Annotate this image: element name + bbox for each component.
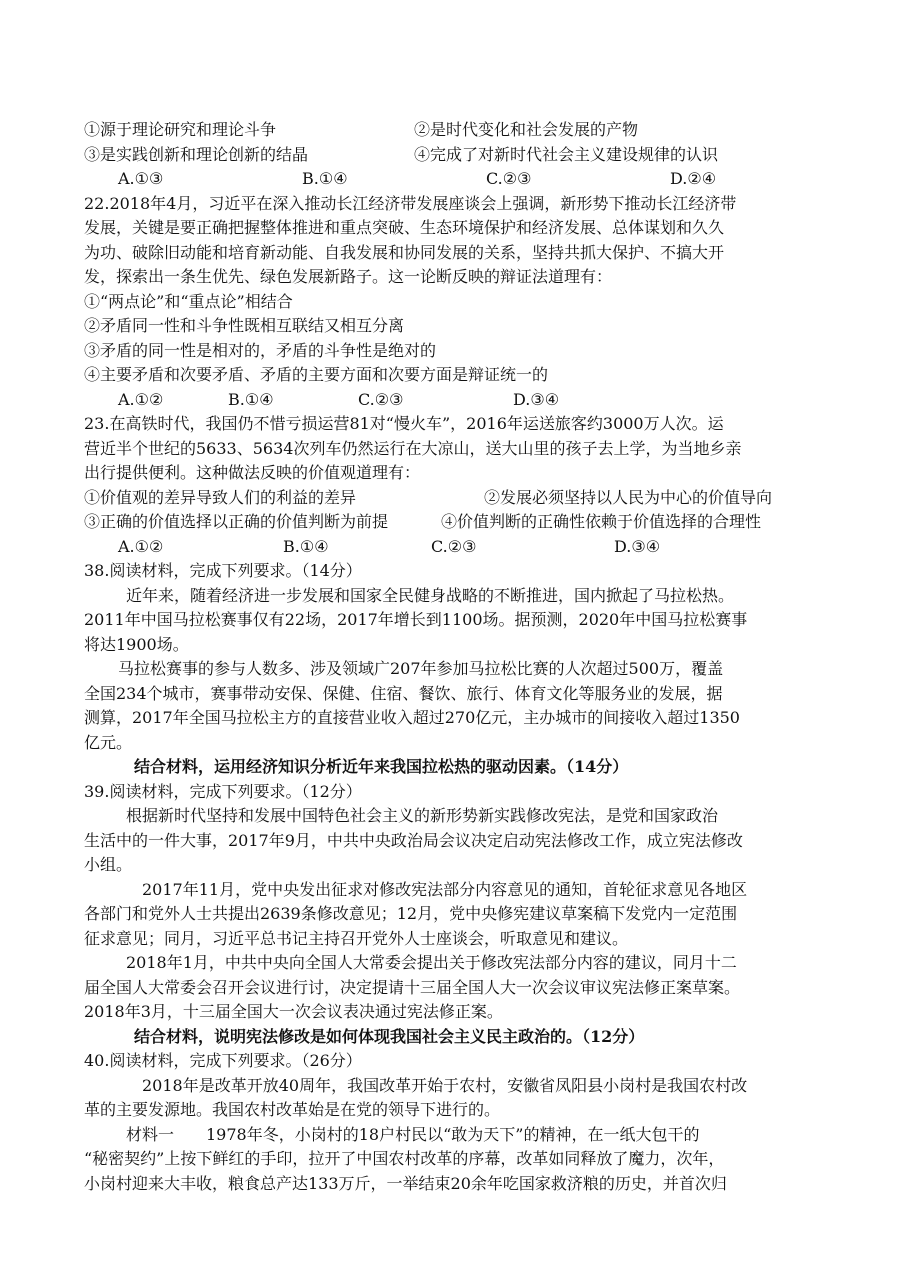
q40-material1-line-3: 小岗村迎来大丰收，粮食总产达133万斤，一举结束20余年吃国家救济粮的历史，并首次归 bbox=[84, 1173, 727, 1193]
q21-statement-2: ②是时代变化和社会发展的产物 bbox=[414, 120, 639, 139]
q23-stem-line-2: 营近半个世纪的5633、5634次列车仍然运行在大凉山，送大山里的孩子去上学，为当地乡亲 bbox=[84, 438, 742, 458]
q21-option-c: C.②③ bbox=[486, 169, 532, 188]
q22-answer-options bbox=[84, 388, 834, 413]
exam-page bbox=[84, 118, 834, 1196]
q21-statement-3: ③是实践创新和理论创新的结晶 bbox=[84, 144, 309, 164]
q21-statement-1: ①源于理论研究和理论斗争 bbox=[84, 120, 277, 139]
q22-stem-line-2: 发展，关键是要正确把握整体推进和重点突破、生态环境保护和经济发展、总体谋划和久久 bbox=[84, 218, 725, 237]
q40-material1-line-1: 材料一 1978年冬，小岗村的18户村民以“敢为天下”的精神，在一纸大包干的 bbox=[126, 1124, 700, 1144]
q38-task: 结合材料，运用经济知识分析近年来我国拉松热的驱动因素。（14分） bbox=[134, 757, 629, 776]
q23-option-d: D.③④ bbox=[614, 536, 661, 556]
q39-task: 结合材料，说明宪法修改是如何体现我国社会主义民主政治的。（12分） bbox=[134, 1026, 645, 1046]
q21-statement-row-1 bbox=[84, 118, 834, 143]
q40-heading: 40.阅读材料，完成下列要求。（26分） bbox=[84, 1051, 362, 1070]
q39-para3-line-2: 届全国人大常委会召开会议进行讨，决定提请十三届全国人大一次会议审议宪法修正案草案。 bbox=[84, 977, 741, 997]
q39-para1-line-3: 小组。 bbox=[84, 855, 133, 874]
q40-material1-line-2: “秘密契约”上按下鲜红的手印，拉开了中国农村改革的序幕，改革如同释放了魔力，次年， bbox=[84, 1149, 725, 1168]
q21-statement-row-2 bbox=[84, 143, 834, 168]
q38-para2-line-4: 亿元。 bbox=[84, 732, 133, 752]
q23-answer-options bbox=[84, 535, 834, 560]
q21-answer-options bbox=[84, 167, 834, 192]
q38-para1-line-2: 2011年中国马拉松赛事仅有22场，2017年增长到1100场。据预测，2020年中国马拉松赛事 bbox=[84, 610, 748, 629]
q23-statement-1: ①价值观的差异导致人们的利益的差异 bbox=[84, 487, 357, 507]
q39-para1-line-2: 生活中的一件大事，2017年9月，中共中央政治局会议决定启动宪法修改工作，成立宪法修改 bbox=[84, 830, 743, 850]
q39-heading: 39.阅读材料，完成下列要求。（12分） bbox=[84, 781, 362, 801]
q23-statement-2: ②发展必须坚持以人民为中心的价值导向 bbox=[484, 487, 773, 507]
q22-option-c: C.②③ bbox=[358, 389, 404, 409]
q39-para2-line-3: 征求意见；同月，习近平总书记主持召开党外人士座谈会，听取意见和建议。 bbox=[84, 928, 629, 948]
q22-option-b: B.①④ bbox=[228, 389, 274, 409]
q22-statement-3: ③矛盾的同一性是相对的，矛盾的斗争性是绝对的 bbox=[84, 340, 437, 360]
q22-statement-4: ④主要矛盾和次要矛盾、矛盾的主要方面和次要方面是辩证统一的 bbox=[84, 365, 549, 384]
q23-statement-row-2 bbox=[84, 510, 834, 535]
q23-option-a: A.①② bbox=[118, 536, 164, 556]
q21-option-a: A.①③ bbox=[118, 169, 164, 188]
q23-option-b: B.①④ bbox=[283, 536, 329, 556]
q40-para1-line-1: 2018年是改革开放40周年，我国改革开始于农村，安徽省凤阳县小岗村是我国农村改 bbox=[142, 1075, 748, 1095]
q23-statement-4: ④价值判断的正确性依赖于价值选择的合理性 bbox=[441, 512, 762, 531]
q38-para2-line-3: 测算，2017年全国马拉松主方的直接营业收入超过270亿元，主办城市的间接收入超过1350 bbox=[84, 708, 740, 727]
q40-para1-line-2: 革的主要发源地。我国农村改革始是在党的领导下进行的。 bbox=[84, 1100, 501, 1119]
q23-option-c: C.②③ bbox=[431, 536, 477, 556]
q38-heading: 38.阅读材料，完成下列要求。（14分） bbox=[84, 561, 362, 580]
q22-option-d: D.③④ bbox=[513, 389, 560, 409]
q38-para2-line-2: 全国234个城市，赛事带动安保、保健、住宿、餐饮、旅行、体育文化等服务业的发展，据 bbox=[84, 683, 723, 703]
q38-para1-line-3: 将达1900场。 bbox=[84, 634, 189, 654]
q22-option-a: A.①② bbox=[118, 389, 164, 409]
q39-para3-line-3: 2018年3月，十三届全国大一次会议表决通过宪法修正案。 bbox=[84, 1002, 503, 1021]
q39-para3-line-1: 2018年1月，中共中央向全国人大常委会提出关于修改宪法部分内容的建议，同月十二 bbox=[126, 953, 737, 972]
q23-stem-line-3: 出行提供便利。这种做法反映的价值观道理有： bbox=[84, 463, 421, 482]
q39-para2-line-2: 各部门和党外人士共提出2639条修改意见；12月，党中央修宪建议草案稿下发党内一定范围 bbox=[84, 904, 738, 923]
q21-statement-4: ④完成了对新时代社会主义建设规律的认识 bbox=[414, 144, 719, 164]
q21-option-b: B.①④ bbox=[302, 169, 348, 188]
q22-stem-line-1: 22.2018年4月，习近平在深入推动长江经济带发展座谈会上强调，新形势下推动长江经济带 bbox=[84, 193, 737, 213]
q21-option-d: D.②④ bbox=[670, 169, 717, 188]
q38-para1-line-1: 近年来，随着经济进一步发展和国家全民健身战略的不断推进，国内掀起了马拉松热。 bbox=[126, 585, 735, 605]
q39-para1-line-1: 根据新时代坚持和发展中国特色社会主义的新形势新实践修改宪法，是党和国家政治 bbox=[126, 806, 719, 825]
q22-statement-2: ②矛盾同一性和斗争性既相互联结又相互分离 bbox=[84, 316, 405, 335]
q23-statement-row-1 bbox=[84, 486, 834, 511]
q23-stem-line-1: 23.在高铁时代，我国仍不惜亏损运营81对“慢火车”，2016年运送旅客约3000万人次。运 bbox=[84, 414, 724, 433]
q39-para2-line-1: 2017年11月，党中央发出征求对修改宪法部分内容意见的通知，首轮征求意见各地区 bbox=[142, 879, 748, 899]
q22-stem-line-3: 为功、破除旧动能和培育新动能、自我发展和协同发展的关系，坚持共抓大保护、不搞大开 bbox=[84, 242, 725, 262]
q38-para2-line-1: 马拉松赛事的参与人数多、涉及领域广207年参加马拉松比赛的人次超过500万，覆盖 bbox=[118, 659, 724, 678]
q22-statement-1: ①“两点论”和“重点论”相结合 bbox=[84, 291, 293, 311]
q22-stem-line-4: 发，探索出一条生优先、绿色发展新路子。这一论断反映的辩证法道理有： bbox=[84, 267, 613, 286]
q23-statement-3: ③正确的价值选择以正确的价值判断为前提 bbox=[84, 512, 389, 531]
